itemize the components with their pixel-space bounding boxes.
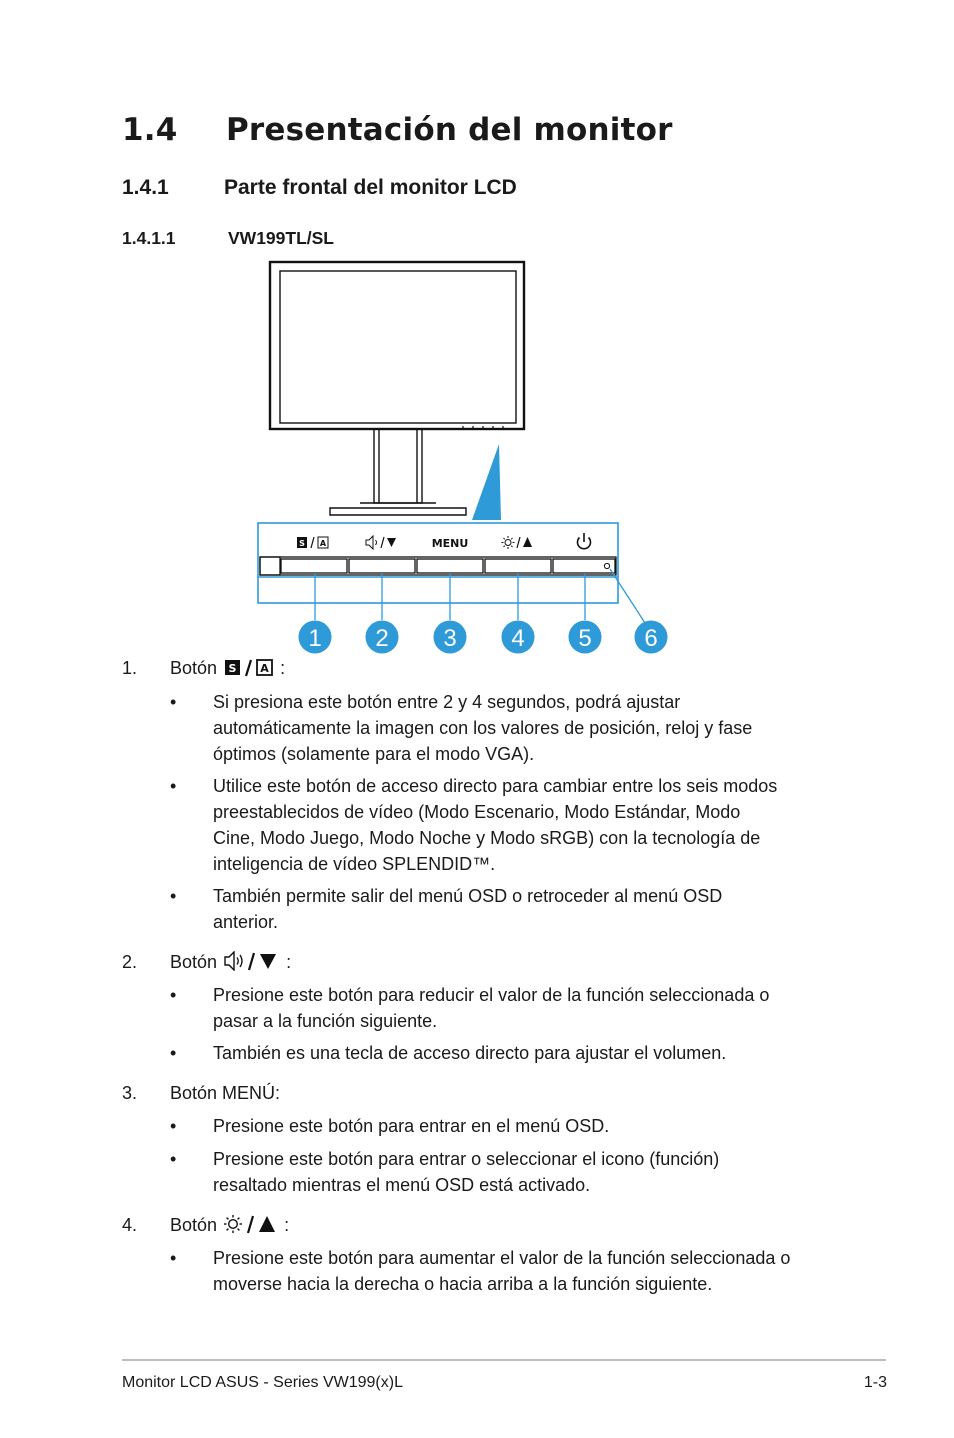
section-heading [122, 112, 673, 148]
svg-text:A: A [260, 662, 269, 675]
subsection-number: 1.4.1 [122, 176, 169, 199]
bullet-line: anterior. [213, 912, 279, 932]
zoom-wedge [472, 444, 501, 520]
item-number: 4. [122, 1215, 138, 1235]
s-a-icon [297, 537, 328, 548]
bullet-line: Presione este botón para reducir el valor de la función seleccionada o [213, 985, 770, 1005]
item-number: 1. [122, 658, 138, 678]
section-number: 1.4 [122, 112, 178, 148]
callout-5 [569, 621, 602, 654]
svg-text:A: A [319, 539, 327, 548]
svg-text:5: 5 [578, 625, 592, 652]
item-suffix: : [284, 1215, 290, 1235]
subsubsection-title: VW199TL/SL [228, 228, 334, 248]
callout-4 [502, 621, 535, 654]
subsubsection-number: 1.4.1.1 [122, 228, 176, 248]
subsection-title: Parte frontal del monitor LCD [224, 176, 517, 199]
item-suffix: : [280, 658, 286, 678]
callout-6 [635, 621, 668, 654]
svg-text:S: S [228, 662, 237, 675]
list-item-1 [122, 655, 285, 681]
bullet-line: Presione este botón para entrar en el menú OSD. [213, 1116, 610, 1136]
bullet-dot: • [170, 985, 177, 1005]
item-suffix: : [286, 952, 292, 972]
footer-title: Monitor LCD ASUS - Series VW199(x)L [122, 1374, 403, 1391]
bullet-line: preestablecidos de vídeo (Modo Escenario, Modo Estándar, Modo [213, 802, 741, 822]
monitor-front-illustration [250, 255, 690, 665]
svg-text:S: S [299, 539, 305, 548]
bullet-line: Presione este botón para entrar o seleccionar el icono (función) [213, 1149, 720, 1169]
bullet-line: También permite salir del menú OSD o retroceder al menú OSD [213, 886, 723, 906]
svg-text:1: 1 [308, 625, 322, 652]
monitor-body [270, 262, 524, 429]
callout-3 [434, 621, 467, 654]
item-number: 3. [122, 1083, 138, 1103]
bullet-line: También es una tecla de acceso directo para ajustar el volumen. [213, 1043, 727, 1063]
callout-1 [299, 621, 332, 654]
item-label: Botón [170, 952, 218, 972]
power-icon [578, 533, 591, 549]
svg-text:4: 4 [511, 625, 525, 652]
subsection-heading [122, 176, 517, 200]
volume-down-icon [366, 536, 396, 549]
bullet-dot: • [170, 886, 177, 906]
bullet-line: Si presiona este botón entre 2 y 4 segundos, podrá ajustar [213, 692, 681, 712]
bullet-dot: • [170, 692, 177, 712]
control-panel [258, 523, 618, 603]
bullet-line: óptimos (solamente para el modo VGA). [213, 744, 535, 764]
button-strip [260, 557, 616, 575]
brightness-up-icon [222, 1214, 284, 1234]
brightness-up-icon [502, 536, 533, 549]
footer-divider [122, 1359, 886, 1361]
bullet-line: pasar a la función siguiente. [213, 1011, 438, 1031]
item-label: Botón MENÚ: [170, 1083, 281, 1103]
bullet-dot: • [170, 1248, 177, 1268]
callout-markers [299, 621, 668, 654]
bullet-line: resaltado mientras el menú OSD está activado. [213, 1175, 591, 1195]
bullet-line: moverse hacia la derecha o hacia arriba a la función siguiente. [213, 1274, 713, 1294]
list-item-2 [122, 949, 291, 975]
bullet-dot: • [170, 1116, 177, 1136]
bullet-dot: • [170, 1043, 177, 1063]
svg-text:6: 6 [644, 625, 658, 652]
bullet-dot: • [170, 1149, 177, 1169]
section-title: Presentación del monitor [226, 112, 673, 148]
bullet-line: Cine, Modo Juego, Modo Noche y Modo sRGB) con la tecnología de [213, 828, 761, 848]
bullet-line: automáticamente la imagen con los valores de posición, reloj y fase [213, 718, 753, 738]
svg-text:2: 2 [375, 625, 389, 652]
item-label: Botón [170, 658, 218, 678]
page-number: 1-3 [863, 1374, 887, 1391]
subsubsection-heading [122, 228, 334, 249]
bullet-line: inteligencia de vídeo SPLENDID™. [213, 854, 496, 874]
list-item-3 [122, 1080, 280, 1106]
bullet-line: Utilice este botón de acceso directo para cambiar entre los seis modos [213, 776, 778, 796]
volume-down-icon [222, 951, 286, 971]
list-item-4 [122, 1212, 289, 1238]
monitor-stand [330, 429, 466, 515]
item-number: 2. [122, 952, 138, 972]
s-a-icon [222, 659, 280, 677]
bullet-dot: • [170, 776, 177, 796]
menu-label: MENU [431, 537, 469, 550]
svg-text:3: 3 [443, 625, 457, 652]
item-label: Botón [170, 1215, 218, 1235]
bullet-line: Presione este botón para aumentar el valor de la función seleccionada o [213, 1248, 791, 1268]
callout-2 [366, 621, 399, 654]
